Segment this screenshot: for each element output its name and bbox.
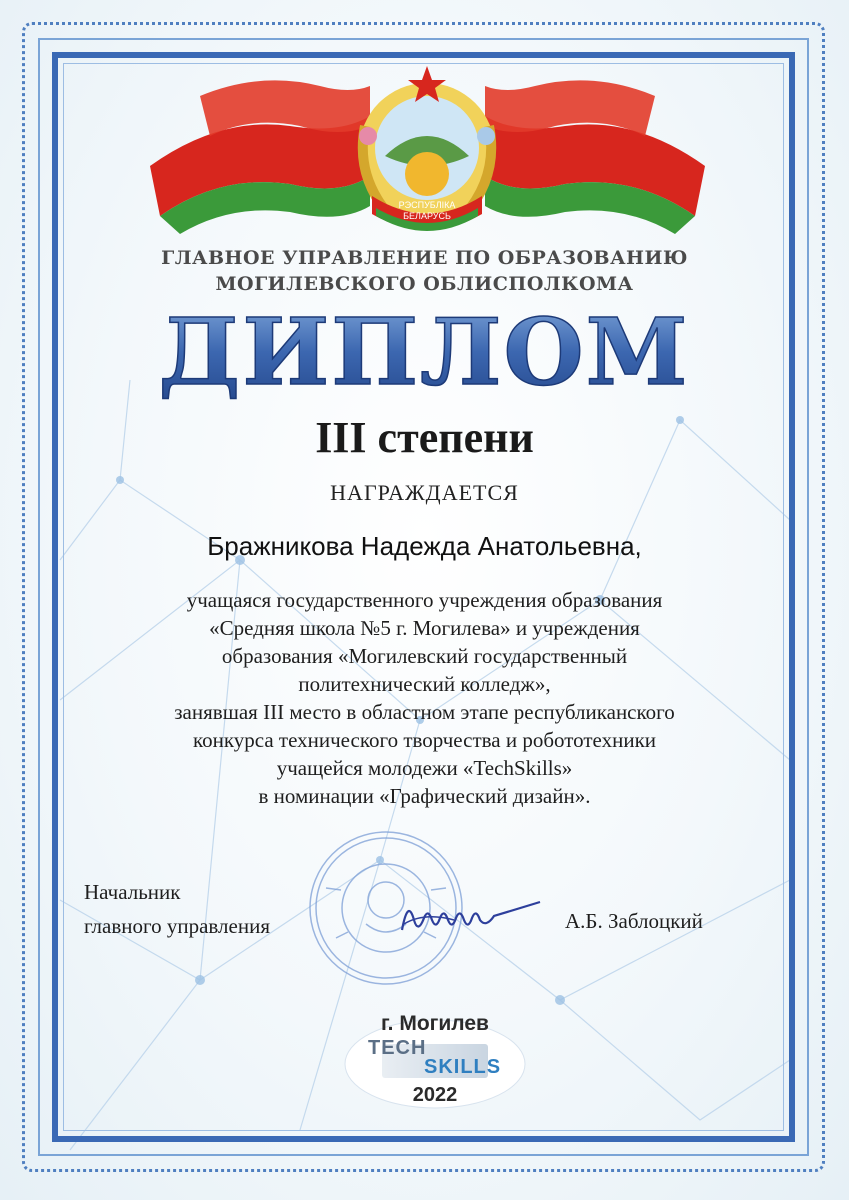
awarded-label: НАГРАЖДАЕТСЯ xyxy=(330,480,519,505)
logo-city: г. Могилев xyxy=(381,1012,489,1035)
emblem-motto-line2: БЕЛАРУСЬ xyxy=(403,211,451,221)
organization-line-2: МОГИЛЕВСКОГО ОБЛИСПОЛКОМА xyxy=(215,273,634,295)
diploma-title xyxy=(150,302,699,402)
logo-tech-text: TECH xyxy=(368,1037,427,1059)
signatory-position xyxy=(84,875,270,943)
emblem-motto-line1: РЭСПУБЛІКА xyxy=(398,200,456,210)
diploma-title-text: ДИПЛОМ xyxy=(158,302,690,402)
degree-heading: III степени xyxy=(315,413,534,462)
recipient-name: Бражникова Надежда Анатольевна, xyxy=(207,531,642,561)
logo-year: 2022 xyxy=(412,1084,458,1106)
signatory-name: А.Б. Заблоцкий xyxy=(565,909,703,933)
state-emblem-with-flag-ribbons xyxy=(140,56,715,241)
position-line-1: Начальник xyxy=(84,880,181,904)
position-line-2: главного управления xyxy=(84,914,270,938)
description-line: политехнический колледж», xyxy=(298,672,551,696)
description-line: конкурса технического творчества и робототехники xyxy=(192,728,657,752)
description-line: образования «Могилевский государственный xyxy=(221,644,628,668)
description-line: «Средняя школа №5 г. Могилева» и учреждения xyxy=(209,616,640,640)
award-description xyxy=(70,586,779,810)
techskills-logo xyxy=(342,1010,528,1110)
description-line: занявшая III место в областном этапе республиканского xyxy=(174,700,675,724)
handwritten-signature xyxy=(394,890,544,940)
description-line: учащейся молодежи «TechSkills» xyxy=(276,756,573,780)
description-line: учащаяся государственного учреждения образования xyxy=(186,588,663,612)
logo-skills-text: SKILLS xyxy=(424,1056,502,1078)
organization-line-1: ГЛАВНОЕ УПРАВЛЕНИЕ ПО ОБРАЗОВАНИЮ xyxy=(161,247,688,269)
description-line: в номинации «Графический дизайн». xyxy=(258,784,591,808)
